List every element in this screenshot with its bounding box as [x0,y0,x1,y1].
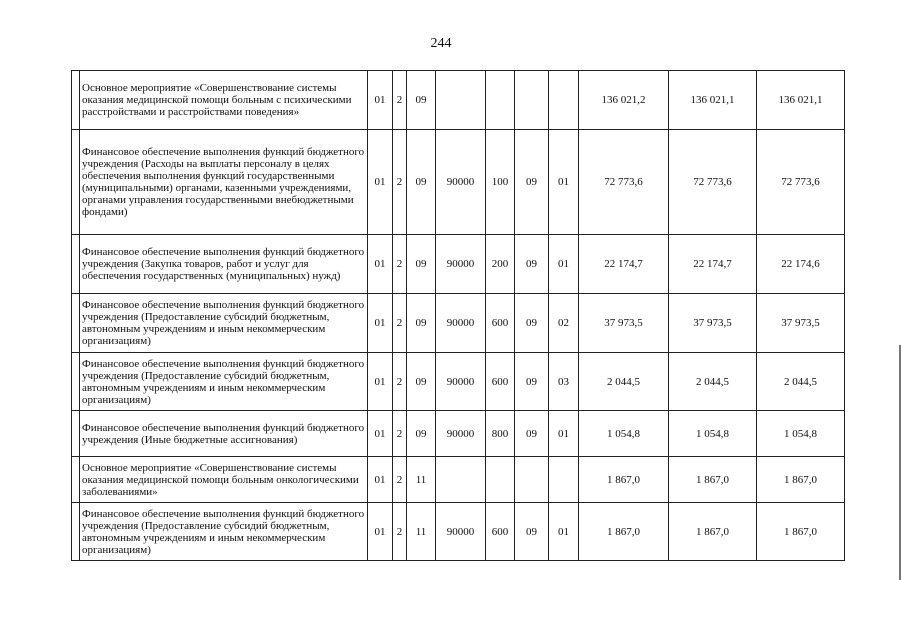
code-cell [436,457,486,503]
row-marker-cell [72,71,80,130]
amount-cell: 72 773,6 [669,130,757,235]
table-row [72,130,845,235]
code-cell: 09 [515,353,549,411]
amount-cell: 1 867,0 [757,457,845,503]
amount-cell: 136 021,1 [669,71,757,130]
code-cell: 01 [368,71,393,130]
code-cell: 01 [549,503,579,561]
code-cell: 600 [486,353,515,411]
item-name: Финансовое обеспечение выполнения функций бюджетного учреждения (Расходы на выплаты персоналу в целях обеспечения выполнения функций государственными (муниципальными) органами, казенными учреждениями, органами управления государственными внебюджетными фондами) [80,130,368,235]
code-cell: 01 [368,457,393,503]
table-row [72,457,845,503]
code-cell: 01 [368,235,393,294]
code-cell: 09 [515,411,549,457]
amount-cell: 1 867,0 [757,503,845,561]
code-cell [436,71,486,130]
code-cell: 01 [549,235,579,294]
code-cell: 01 [549,411,579,457]
code-cell: 09 [515,235,549,294]
row-marker-cell [72,503,80,561]
code-cell: 09 [515,130,549,235]
table-row [72,235,845,294]
code-cell: 2 [393,353,407,411]
amount-cell: 2 044,5 [579,353,669,411]
row-marker-cell [72,235,80,294]
table-row [72,503,845,561]
code-cell: 01 [368,130,393,235]
code-cell: 90000 [436,411,486,457]
code-cell: 01 [368,503,393,561]
item-name: Основное мероприятие «Совершенствование системы оказания медицинской помощи больным онкологическими заболеваниями» [80,457,368,503]
code-cell: 09 [407,411,436,457]
code-cell: 11 [407,503,436,561]
row-marker-cell [72,353,80,411]
code-cell: 09 [515,503,549,561]
table-row [72,71,845,130]
amount-cell: 2 044,5 [757,353,845,411]
code-cell: 2 [393,457,407,503]
row-marker-cell [72,294,80,353]
code-cell: 600 [486,294,515,353]
code-cell: 2 [393,411,407,457]
item-name: Финансовое обеспечение выполнения функций бюджетного учреждения (Предоставление субсидий бюджетным, автономным учреждениям и иным некоммерческим организациям) [80,503,368,561]
amount-cell: 1 867,0 [669,457,757,503]
budget-table [71,70,845,561]
code-cell [515,457,549,503]
code-cell [486,457,515,503]
item-name: Финансовое обеспечение выполнения функций бюджетного учреждения (Закупка товаров, работ и услуг для обеспечения государственных (муниципальных) нужд) [80,235,368,294]
code-cell: 09 [407,235,436,294]
code-cell: 100 [486,130,515,235]
code-cell [549,71,579,130]
code-cell: 600 [486,503,515,561]
amount-cell: 22 174,7 [669,235,757,294]
code-cell: 09 [407,71,436,130]
code-cell: 2 [393,235,407,294]
code-cell: 90000 [436,294,486,353]
code-cell [549,457,579,503]
code-cell: 2 [393,71,407,130]
item-name: Финансовое обеспечение выполнения функций бюджетного учреждения (Предоставление субсидий бюджетным, автономным учреждениям и иным некоммерческим организациям) [80,294,368,353]
page-number: 244 [430,36,452,51]
code-cell: 02 [549,294,579,353]
amount-cell: 136 021,1 [757,71,845,130]
code-cell: 2 [393,294,407,353]
code-cell: 01 [368,294,393,353]
amount-cell: 1 867,0 [669,503,757,561]
scan-edge-line [899,345,901,580]
item-name: Основное мероприятие «Совершенствование системы оказания медицинской помощи больным с психическими расстройствами и расстройствами поведения» [80,71,368,130]
amount-cell: 1 054,8 [579,411,669,457]
code-cell: 2 [393,130,407,235]
amount-cell: 2 044,5 [669,353,757,411]
amount-cell: 72 773,6 [579,130,669,235]
code-cell: 90000 [436,353,486,411]
code-cell: 90000 [436,130,486,235]
table-row [72,411,845,457]
amount-cell: 1 054,8 [757,411,845,457]
row-marker-cell [72,457,80,503]
code-cell: 01 [549,130,579,235]
table-row [72,294,845,353]
code-cell: 09 [407,353,436,411]
item-name: Финансовое обеспечение выполнения функций бюджетного учреждения (Иные бюджетные ассигнования) [80,411,368,457]
row-marker-cell [72,130,80,235]
amount-cell: 37 973,5 [669,294,757,353]
amount-cell: 1 054,8 [669,411,757,457]
amount-cell: 136 021,2 [579,71,669,130]
code-cell: 90000 [436,235,486,294]
code-cell: 800 [486,411,515,457]
amount-cell: 1 867,0 [579,457,669,503]
amount-cell: 1 867,0 [579,503,669,561]
code-cell: 200 [486,235,515,294]
code-cell: 01 [368,353,393,411]
item-name: Финансовое обеспечение выполнения функций бюджетного учреждения (Предоставление субсидий бюджетным, автономным учреждениям и иным некоммерческим организациям) [80,353,368,411]
code-cell: 09 [515,294,549,353]
code-cell [486,71,515,130]
code-cell: 2 [393,503,407,561]
code-cell: 90000 [436,503,486,561]
amount-cell: 72 773,6 [757,130,845,235]
amount-cell: 37 973,5 [579,294,669,353]
amount-cell: 22 174,6 [757,235,845,294]
amount-cell: 37 973,5 [757,294,845,353]
code-cell: 03 [549,353,579,411]
code-cell: 09 [407,130,436,235]
code-cell: 09 [407,294,436,353]
code-cell [515,71,549,130]
row-marker-cell [72,411,80,457]
table-row [72,353,845,411]
code-cell: 11 [407,457,436,503]
amount-cell: 22 174,7 [579,235,669,294]
code-cell: 01 [368,411,393,457]
